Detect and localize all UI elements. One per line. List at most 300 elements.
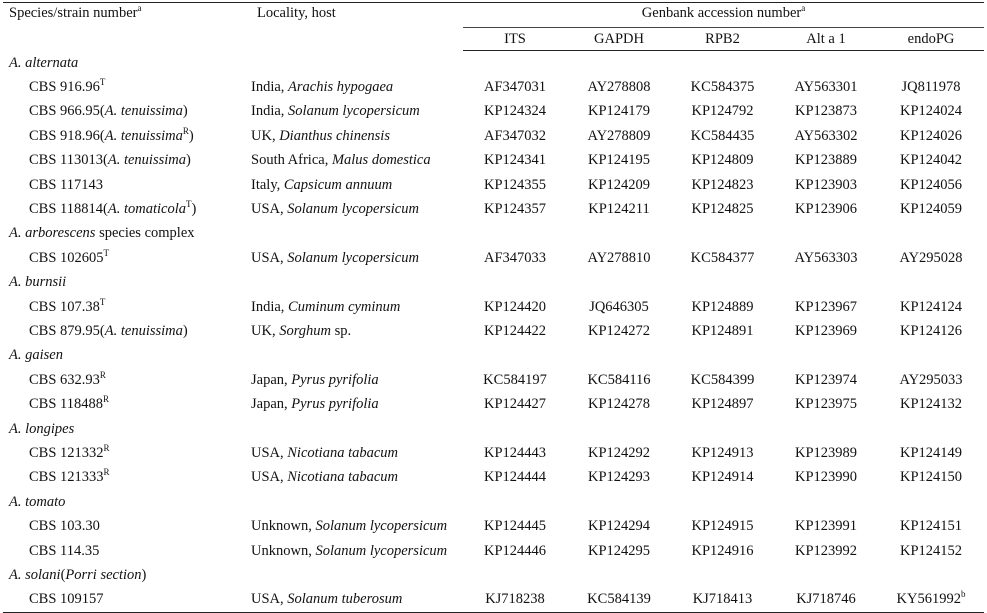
accession-cell xyxy=(463,295,567,319)
accession-cell xyxy=(878,466,984,490)
locality-cell xyxy=(251,392,463,416)
strain-superscript: R xyxy=(103,442,110,453)
accession-cell xyxy=(671,173,774,197)
species-name: A. alternata xyxy=(9,54,79,71)
accession-number: KP124059 xyxy=(899,201,963,218)
strain-number: CBS 109157 xyxy=(29,591,104,608)
accession-cell xyxy=(774,124,878,148)
accession-cell xyxy=(671,295,774,319)
strain-number: CBS 113013 xyxy=(29,152,103,169)
accession-cell xyxy=(567,149,671,173)
accession-cell xyxy=(463,441,567,465)
accession-number: AY563302 xyxy=(794,127,858,144)
accession-number: KP124042 xyxy=(899,152,963,169)
accession-cell xyxy=(774,75,878,99)
accession-cell xyxy=(463,514,567,538)
strain-number: CBS 121333 xyxy=(29,469,104,486)
locality-cell xyxy=(251,197,463,221)
accession-cell xyxy=(567,392,671,416)
host-name: Sorghum xyxy=(279,322,332,339)
accession-number: KP124825 xyxy=(691,201,754,218)
host-name: Arachis hypogaea xyxy=(288,79,394,96)
table-row xyxy=(3,392,984,416)
accession-cell xyxy=(671,124,774,148)
country: Japan, xyxy=(251,371,292,388)
species-name: A. burnsii xyxy=(9,274,67,291)
accession-cell xyxy=(774,246,878,270)
accession-number: AY563303 xyxy=(794,249,858,266)
accession-number: AF347032 xyxy=(483,127,547,144)
synonym-name: A. tomaticola xyxy=(107,201,186,218)
accession-cell xyxy=(463,124,567,148)
table-row xyxy=(3,173,984,197)
accession-cell xyxy=(774,466,878,490)
accession-number: KP124132 xyxy=(899,396,963,413)
accession-cell xyxy=(567,295,671,319)
country: Italy, xyxy=(251,176,284,193)
accession-table xyxy=(3,2,984,613)
accession-cell xyxy=(878,392,984,416)
paren-open: ( xyxy=(99,103,105,120)
accession-cell xyxy=(567,173,671,197)
accession-number: KP123989 xyxy=(794,444,858,461)
accession-number: KP123967 xyxy=(794,298,858,315)
table-row xyxy=(3,100,984,124)
strain-superscript: T xyxy=(99,77,106,88)
accession-number: KC584375 xyxy=(690,79,755,96)
header-row-1 xyxy=(3,3,984,28)
accession-number: KP124889 xyxy=(691,298,754,315)
synonym-name: A. tenuissima xyxy=(107,152,186,169)
accession-number: AY295028 xyxy=(899,249,963,266)
synonym-name: A. tenuissima xyxy=(104,127,183,144)
accession-cell xyxy=(567,319,671,343)
synonym-superscript: T xyxy=(185,199,192,210)
accession-number: KC584197 xyxy=(483,371,547,388)
locality-cell xyxy=(251,295,463,319)
accession-number: KP123889 xyxy=(794,152,858,169)
accession-number: AY278809 xyxy=(587,127,651,144)
accession-number: KC584139 xyxy=(587,591,651,608)
locality-cell xyxy=(251,246,463,270)
locality-cell xyxy=(251,124,463,148)
strain-number: CBS 632.93 xyxy=(29,371,100,388)
accession-number: KP124195 xyxy=(587,152,651,169)
accession-number: KP124427 xyxy=(483,396,547,413)
accession-cell xyxy=(463,100,567,124)
table-row xyxy=(3,466,984,490)
strain-number: CBS 102605 xyxy=(29,249,104,266)
country: USA, xyxy=(251,201,288,218)
accession-number: KP124915 xyxy=(691,518,754,535)
accession-number: KP124913 xyxy=(691,444,754,461)
locality-cell xyxy=(251,514,463,538)
accession-cell xyxy=(463,75,567,99)
country: UK, xyxy=(251,127,280,144)
accession-number: KP123873 xyxy=(794,103,858,120)
host-name: Pyrus pyrifolia xyxy=(291,396,379,413)
strain-number: CBS 879.95 xyxy=(29,322,100,339)
accession-cell xyxy=(463,588,567,613)
accession-number: AY278808 xyxy=(587,79,651,96)
locality-cell xyxy=(251,588,463,613)
strain-superscript: T xyxy=(99,296,106,307)
accession-number: KP124151 xyxy=(899,518,963,535)
strain-number: CBS 107.38 xyxy=(29,298,100,315)
accession-number: JQ646305 xyxy=(589,298,649,315)
locality-cell xyxy=(251,441,463,465)
species-name: A. longipes xyxy=(9,420,75,437)
table-row xyxy=(3,441,984,465)
accession-cell xyxy=(567,197,671,221)
locus-header-rpb2: RPB2 xyxy=(671,28,774,51)
accession-cell xyxy=(567,466,671,490)
strain-number: CBS 114.35 xyxy=(29,542,100,559)
strain-number: CBS 916.96 xyxy=(29,79,100,96)
paren-open: ( xyxy=(60,566,66,583)
accession-cell xyxy=(774,514,878,538)
accession-superscript: b xyxy=(960,589,966,600)
host-suffix: sp. xyxy=(331,322,352,339)
accession-number: KP124357 xyxy=(483,201,547,218)
accession-cell xyxy=(774,100,878,124)
accession-number: KJ718746 xyxy=(796,591,856,608)
strain-number: CBS 118814 xyxy=(29,201,103,218)
host-name: Solanum lycopersicum xyxy=(287,201,419,218)
accession-cell xyxy=(567,539,671,563)
accession-number: KP123992 xyxy=(794,542,858,559)
accession-cell xyxy=(567,368,671,392)
accession-number: KP124024 xyxy=(899,103,963,120)
strain-superscript: R xyxy=(99,369,106,380)
table-row xyxy=(3,319,984,343)
species-group-label xyxy=(3,417,984,441)
accession-number: KP124823 xyxy=(691,176,754,193)
accession-number: KP123990 xyxy=(794,469,858,486)
accession-number: JQ811978 xyxy=(901,79,961,96)
table-row xyxy=(3,539,984,563)
accession-number: KP124445 xyxy=(483,518,547,535)
strain-cell xyxy=(3,319,251,343)
accession-cell xyxy=(878,441,984,465)
country: USA, xyxy=(251,249,288,266)
accession-number: KC584399 xyxy=(690,371,755,388)
group-row xyxy=(3,222,984,246)
accession-number: KP124792 xyxy=(691,103,754,120)
paren-open: ( xyxy=(99,127,105,144)
strain-number: CBS 117143 xyxy=(29,176,103,193)
country: USA, xyxy=(251,469,288,486)
strain-number: CBS 118488 xyxy=(29,396,103,413)
host-name: Solanum lycopersicum xyxy=(315,542,448,559)
accession-cell xyxy=(774,319,878,343)
accession-number: KP124355 xyxy=(483,176,547,193)
accession-cell xyxy=(463,392,567,416)
accession-cell xyxy=(774,368,878,392)
accession-cell xyxy=(671,197,774,221)
strain-cell xyxy=(3,100,251,124)
strain-cell xyxy=(3,588,251,613)
accession-cell xyxy=(671,75,774,99)
strain-number: CBS 103.30 xyxy=(29,518,100,535)
locality-cell xyxy=(251,149,463,173)
accession-number: KP124056 xyxy=(899,176,963,193)
group-row xyxy=(3,344,984,368)
strain-cell xyxy=(3,368,251,392)
strain-cell xyxy=(3,539,251,563)
accession-number: KP124444 xyxy=(483,469,547,486)
locus-header-endopg: endoPG xyxy=(878,28,984,51)
accession-number: KP124897 xyxy=(691,396,754,413)
accession-number: KP124295 xyxy=(587,542,651,559)
accession-cell xyxy=(774,392,878,416)
paren-open: ( xyxy=(99,322,105,339)
species-group-label xyxy=(3,51,984,76)
accession-cell xyxy=(878,149,984,173)
accession-number: KP124443 xyxy=(483,444,547,461)
accession-cell xyxy=(878,368,984,392)
strain-cell xyxy=(3,149,251,173)
accession-number: KP124891 xyxy=(691,322,754,339)
strain-cell xyxy=(3,466,251,490)
accession-number: KP124809 xyxy=(691,152,754,169)
species-name: A. solani xyxy=(9,566,61,583)
locality-cell xyxy=(251,466,463,490)
paren-open: ( xyxy=(103,201,108,218)
accession-number: KP124150 xyxy=(899,469,963,486)
country: UK, xyxy=(251,322,280,339)
country: India, xyxy=(251,79,289,96)
locality-cell xyxy=(251,319,463,343)
accession-cell xyxy=(774,539,878,563)
strain-cell xyxy=(3,173,251,197)
synonym-name: A. tenuissima xyxy=(104,103,183,120)
accession-number: KP124916 xyxy=(691,542,754,559)
accession-cell xyxy=(671,368,774,392)
accession-cell xyxy=(878,124,984,148)
accession-number: KJ718238 xyxy=(485,591,545,608)
accession-cell xyxy=(671,149,774,173)
species-group-label xyxy=(3,344,984,368)
table-row xyxy=(3,295,984,319)
accession-number: KP123903 xyxy=(794,176,858,193)
host-name: Pyrus pyrifolia xyxy=(291,371,379,388)
accession-number: KP124179 xyxy=(587,103,651,120)
country: Unknown, xyxy=(251,542,316,559)
species-name: A. tomato xyxy=(9,493,66,510)
paren-close: ) xyxy=(182,322,188,339)
accession-number: KP124272 xyxy=(587,322,651,339)
strain-number: CBS 966.95 xyxy=(29,103,100,120)
accession-cell xyxy=(463,246,567,270)
species-group-label xyxy=(3,490,984,514)
table-row xyxy=(3,514,984,538)
locality-column-header: Locality, host xyxy=(251,3,463,51)
accession-cell xyxy=(671,392,774,416)
host-name: Malus domestica xyxy=(331,152,431,169)
accession-number: KY561992 xyxy=(896,591,961,608)
accession-number: KP124294 xyxy=(587,518,651,535)
accession-number: KP123969 xyxy=(794,322,858,339)
accession-number: KP123906 xyxy=(794,201,858,218)
strain-cell xyxy=(3,246,251,270)
synonym-superscript: R xyxy=(182,125,189,136)
accession-number: KP124126 xyxy=(899,322,963,339)
accession-cell xyxy=(567,246,671,270)
table-row xyxy=(3,588,984,613)
accession-cell xyxy=(567,124,671,148)
accession-cell xyxy=(567,588,671,613)
accession-number: AY278810 xyxy=(587,249,651,266)
group-row xyxy=(3,51,984,76)
locus-header-its: ITS xyxy=(463,28,567,51)
accession-number: KJ718413 xyxy=(692,591,753,608)
accession-cell xyxy=(463,368,567,392)
accession-cell xyxy=(671,246,774,270)
accession-number: KC584377 xyxy=(690,249,755,266)
accession-cell xyxy=(774,295,878,319)
group-row xyxy=(3,271,984,295)
accession-cell xyxy=(671,100,774,124)
accession-number: KP123975 xyxy=(794,396,858,413)
table-body xyxy=(3,3,984,613)
accession-cell xyxy=(878,319,984,343)
accession-cell xyxy=(463,319,567,343)
accession-cell xyxy=(878,246,984,270)
host-name: Dianthus chinensis xyxy=(279,127,390,144)
accession-cell xyxy=(463,149,567,173)
accession-number: AF347031 xyxy=(483,79,547,96)
accession-cell xyxy=(878,295,984,319)
strain-cell xyxy=(3,392,251,416)
paren-close: ) xyxy=(141,566,147,583)
synonym-name: A. tenuissima xyxy=(104,322,183,339)
accession-cell xyxy=(878,173,984,197)
accession-number: KP124149 xyxy=(899,444,963,461)
locality-cell xyxy=(251,100,463,124)
strain-cell xyxy=(3,124,251,148)
accession-cell xyxy=(671,539,774,563)
paren-close: ) xyxy=(188,127,194,144)
table-row xyxy=(3,75,984,99)
accession-cell xyxy=(671,588,774,613)
strain-cell xyxy=(3,75,251,99)
accession-cell xyxy=(671,514,774,538)
country: Japan, xyxy=(251,396,292,413)
accession-number: KC584435 xyxy=(690,127,755,144)
strain-superscript: T xyxy=(103,247,110,258)
paren-close: ) xyxy=(191,201,197,218)
host-name: Solanum lycopersicum xyxy=(287,249,419,266)
accession-number: AF347033 xyxy=(483,249,547,266)
accession-number: KP124211 xyxy=(588,201,650,218)
locus-header-gapdh: GAPDH xyxy=(567,28,671,51)
accession-number: KP124292 xyxy=(587,444,651,461)
accession-cell xyxy=(774,197,878,221)
paren-open: ( xyxy=(103,152,108,169)
strain-superscript: R xyxy=(103,467,110,478)
accession-number: KP124152 xyxy=(899,542,963,559)
accession-number: KC584116 xyxy=(587,371,651,388)
accession-number: KP124341 xyxy=(483,152,547,169)
accession-cell xyxy=(463,466,567,490)
accession-number: KP124209 xyxy=(587,176,651,193)
accession-cell xyxy=(878,100,984,124)
host-name: Solanum lycopersicum xyxy=(288,103,420,120)
species-name: A. arborescens xyxy=(9,225,96,242)
table-row xyxy=(3,368,984,392)
accession-cell xyxy=(671,319,774,343)
host-name: Solanum tuberosum xyxy=(287,591,403,608)
accession-cell xyxy=(774,441,878,465)
genbank-header: Genbank accession number$^a$ xyxy=(463,3,984,28)
accession-number: KP124420 xyxy=(483,298,547,315)
country: USA, xyxy=(251,591,288,608)
accession-number: AY295033 xyxy=(899,371,963,388)
accession-cell xyxy=(567,100,671,124)
accession-number: KP124124 xyxy=(899,298,963,315)
locus-header-alt-a-1: Alt a 1 xyxy=(774,28,878,51)
accession-cell xyxy=(878,197,984,221)
accession-number: KP124324 xyxy=(483,103,547,120)
accession-cell xyxy=(567,441,671,465)
paren-close: ) xyxy=(182,103,188,120)
species-suffix: species complex xyxy=(95,225,195,242)
country: India, xyxy=(251,103,289,120)
host-name: Nicotiana tabacum xyxy=(287,444,399,461)
locality-cell xyxy=(251,539,463,563)
accession-cell xyxy=(671,441,774,465)
strain-cell xyxy=(3,295,251,319)
accession-cell xyxy=(774,149,878,173)
accession-cell xyxy=(671,466,774,490)
accession-cell xyxy=(774,588,878,613)
species-group-label xyxy=(3,271,984,295)
country: India, xyxy=(251,298,289,315)
host-name: Nicotiana tabacum xyxy=(287,469,399,486)
species-name: A. gaisen xyxy=(9,347,63,364)
host-name: Capsicum annuum xyxy=(283,176,393,193)
accession-number: KP123974 xyxy=(794,371,858,388)
table-row xyxy=(3,149,984,173)
paren-close: ) xyxy=(185,152,191,169)
accession-cell xyxy=(878,539,984,563)
section-name: Porri section xyxy=(65,566,142,583)
species-column-header: Species/strain number$^a$ xyxy=(3,3,251,51)
country: Unknown, xyxy=(251,518,316,535)
accession-number: KP124914 xyxy=(691,469,754,486)
strain-cell xyxy=(3,197,251,221)
strain-cell xyxy=(3,441,251,465)
table-row xyxy=(3,197,984,221)
accession-cell xyxy=(463,539,567,563)
accession-number: KP124446 xyxy=(483,542,547,559)
accession-cell xyxy=(774,173,878,197)
strain-cell xyxy=(3,514,251,538)
host-name: Solanum lycopersicum xyxy=(315,518,448,535)
species-group-label xyxy=(3,222,984,246)
accession-number: KP124026 xyxy=(899,127,963,144)
accession-number: KP124278 xyxy=(587,396,651,413)
strain-number: CBS 918.96 xyxy=(29,127,100,144)
accession-cell xyxy=(567,75,671,99)
country: South Africa, xyxy=(251,152,332,169)
locality-cell xyxy=(251,368,463,392)
accession-cell xyxy=(463,173,567,197)
locality-cell xyxy=(251,173,463,197)
group-row xyxy=(3,417,984,441)
accession-cell xyxy=(878,588,984,613)
